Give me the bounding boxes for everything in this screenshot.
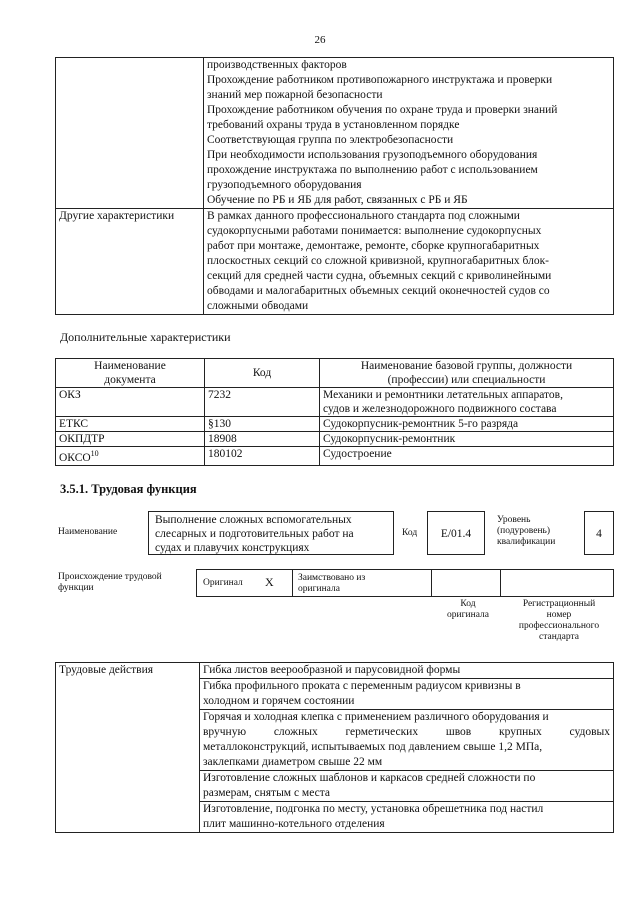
requirement-line: Обучение по РБ и ЯБ для работ, связанных с РБ и ЯБ: [207, 194, 468, 206]
code-label: Код: [402, 528, 418, 538]
empty-label-cell: [56, 58, 204, 209]
level-label-line: Уровень: [497, 515, 531, 525]
code-cell: 7232: [205, 388, 320, 417]
text-line: обводами и малогабаритных объемных секций оконечностей судов со: [207, 285, 550, 297]
table-row: [56, 388, 614, 417]
function-name-line: судах и плавучих конструкциях: [155, 542, 310, 554]
table-row: [56, 447, 614, 466]
name-line: Механики и ремонтники летательных аппаратов,: [323, 389, 563, 401]
reg-number-line: профессионального: [518, 621, 600, 631]
page-number: 26: [314, 34, 326, 46]
borrowed-label: [298, 573, 365, 595]
action-line: Изготовление сложных шаблонов и каркасов средней сложности по: [203, 772, 536, 784]
function-name-line: Выполнение сложных вспомогательных: [155, 514, 352, 526]
table-row: [56, 209, 614, 315]
code-original-line: Код: [460, 599, 476, 609]
header-row: [56, 359, 614, 388]
header-line: Наименование базовой группы, должности: [360, 360, 573, 372]
table-row: [56, 417, 614, 432]
labor-actions-cell: [200, 663, 614, 833]
action-line: холодном и горячем состоянии: [203, 695, 355, 707]
text-line: В рамках данного профессионального стандарта под сложными: [207, 210, 520, 222]
name-cell: Судокорпусник-ремонтник: [320, 432, 614, 447]
text-line: плоскостных секций со сложной кривизной, крупногабаритных блок-: [207, 255, 550, 267]
action-line: Гибка профильного проката с переменным радиусом кривизны в: [203, 680, 521, 692]
divider: [431, 570, 432, 596]
function-name-line: слесарных и подготовительных работ на: [155, 528, 354, 540]
requirement-line: прохождение инструктажа по выполнению работ с использованием: [207, 164, 538, 176]
code-cell: §130: [205, 417, 320, 432]
doc-cell: ОКЗ: [56, 388, 205, 417]
code-original-line: оригинала: [447, 610, 489, 620]
action-item: [200, 663, 613, 679]
requirement-line: Прохождение работником противопожарного инструктажа и проверки: [207, 74, 553, 86]
requirement-line: грузоподъемного оборудования: [207, 179, 362, 191]
action-item: [200, 679, 613, 710]
header-document: [56, 359, 205, 388]
other-characteristics-label: Другие характеристики: [56, 209, 204, 315]
requirement-line: Соответствующая группа по электробезопасности: [207, 134, 454, 146]
table-row: [56, 663, 614, 833]
labor-actions-label: Трудовые действия: [56, 663, 200, 833]
level-label-line: квалификации: [497, 537, 556, 547]
divider: [292, 570, 293, 596]
action-item: [200, 802, 613, 832]
origin-label: [58, 572, 162, 594]
header-name: [320, 359, 614, 388]
other-characteristics-cell: [204, 209, 614, 315]
action-item: [200, 771, 613, 802]
requirements-table: [55, 57, 614, 315]
reg-number-line: Регистрационный: [522, 599, 596, 609]
text-line: работ при монтаже, демонтаже, ремонте, сборке крупногабаритных: [207, 240, 540, 252]
requirement-line: Прохождение работником обучения по охране труда и проверки знаний: [207, 104, 558, 116]
origin-label-line: функции: [58, 583, 94, 593]
action-line: Изготовление, подгонка по месту, установка обрешетника под настил: [203, 803, 544, 815]
level-value-box: 4: [584, 511, 614, 555]
name-cell: [320, 388, 614, 417]
borrowed-line: Заимствовано из: [298, 573, 366, 583]
header-line: документа: [104, 374, 156, 386]
doc-cell: ЕТКС: [56, 417, 205, 432]
reg-number-line: номер: [546, 610, 572, 620]
additional-characteristics-table: [55, 358, 614, 466]
text-line: судокорпусными работами понимается: выполнение судокорпусных: [207, 225, 542, 237]
action-line: размерам, снятым с места: [203, 787, 330, 799]
reg-number-label: [504, 599, 614, 643]
labor-actions-table: [55, 662, 614, 833]
requirements-cell: [204, 58, 614, 209]
text-line: секций для средней части судна, объемных секций с криволинейными: [207, 270, 552, 282]
doc-cell: ОКПДТР: [56, 432, 205, 447]
level-label-line: (подуровень): [497, 526, 551, 536]
name-cell: Судокорпусник-ремонтник 5-го разряда: [320, 417, 614, 432]
table-row: [56, 432, 614, 447]
footnote-ref: 10: [90, 449, 99, 458]
requirement-line: При необходимости использования грузоподъемного оборудования: [207, 149, 538, 161]
requirement-line: знаний мер пожарной безопасности: [207, 89, 383, 101]
name-label: Наименование: [58, 527, 118, 537]
section-title: 3.5.1. Трудовая функция: [60, 482, 197, 496]
original-label: Оригинал: [203, 578, 243, 588]
header-line: (профессии) или специальности: [387, 374, 546, 386]
function-name-box: [148, 511, 394, 555]
requirement-line: производственных факторов: [207, 59, 347, 71]
header-line: Наименование: [94, 360, 166, 372]
doc-name: ОКСО: [59, 451, 91, 464]
action-line: Гибка листов веерообразной и парусовидной формы: [203, 664, 461, 676]
borrowed-line: оригинала: [298, 584, 340, 594]
name-line: судов и железнодорожного подвижного состава: [323, 403, 557, 415]
code-value-box: E/01.4: [427, 511, 485, 555]
table-row: [56, 58, 614, 209]
code-original-label: [436, 599, 500, 621]
action-line: металлоконструкций, испытываемых под давлением свыше 1,2 МПа,: [203, 741, 543, 753]
name-cell: Судостроение: [320, 447, 614, 466]
doc-cell: [56, 447, 205, 466]
header-code: [205, 359, 320, 388]
text-line: сложными обводами: [207, 300, 309, 312]
action-line: плит машинно-котельного отделения: [203, 818, 385, 830]
requirement-line: требований охраны труда в установленном порядке: [207, 119, 460, 131]
additional-characteristics-heading: Дополнительные характеристики: [60, 330, 231, 344]
original-mark: X: [265, 575, 274, 589]
action-line: Горячая и холодная клепка с применением различного оборудования и: [203, 711, 549, 723]
origin-box: [196, 569, 614, 597]
divider: [500, 570, 501, 596]
level-label: [497, 515, 555, 548]
code-cell: 180102: [205, 447, 320, 466]
header-line: Код: [252, 367, 272, 379]
action-line: заклепками диаметром свыше 22 мм: [203, 756, 383, 768]
code-cell: 18908: [205, 432, 320, 447]
reg-number-line: стандарта: [539, 632, 579, 642]
action-line: вручную сложных герметических швов крупных судовых: [203, 726, 610, 738]
origin-label-line: Происхождение трудовой: [58, 572, 162, 582]
action-item: [200, 710, 613, 771]
